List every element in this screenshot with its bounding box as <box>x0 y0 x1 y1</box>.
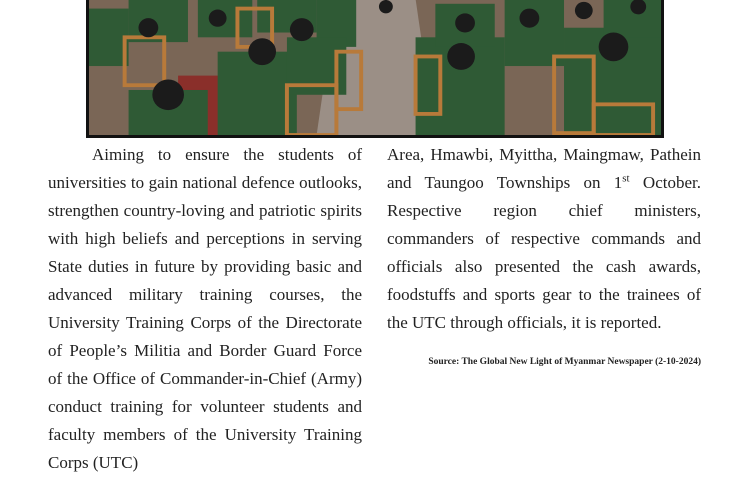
article-right-paragraph <box>387 141 701 337</box>
classroom-photo-illustration <box>89 0 661 135</box>
article-right-column <box>387 141 701 337</box>
article-left-paragraph: Aiming to ensure the students of universities to gain national defence outlooks, strengthen country-loving and patriotic spirits with high beliefs and perceptions in serving State duties in future by providing basic and advanced military training courses, the University Training Corps of the Directorate of People’s Militia and Border Guard Force of the Office of Commander-in-Chief (Army) conduct training for volunteer students and faculty members of the University Training Corps (UTC) <box>48 145 362 472</box>
source-credit: Source: The Global New Light of Myanmar Newspaper (2-10-2024) <box>428 357 701 367</box>
right-paragraph-start: Area, Hmawbi, Myittha, Maingmaw, Pathein and Taungoo Townships on 1 <box>387 145 701 192</box>
trainees-seated-photo <box>86 0 664 138</box>
right-paragraph-end: October. Respective region chief ministers, commanders of respective commands and officials also presented the cash awards, foodstuffs and sports gear to the trainees of the UTC through officials, it is reported. <box>387 173 701 332</box>
ordinal-suffix: st <box>622 172 630 185</box>
article-left-column <box>48 141 362 477</box>
